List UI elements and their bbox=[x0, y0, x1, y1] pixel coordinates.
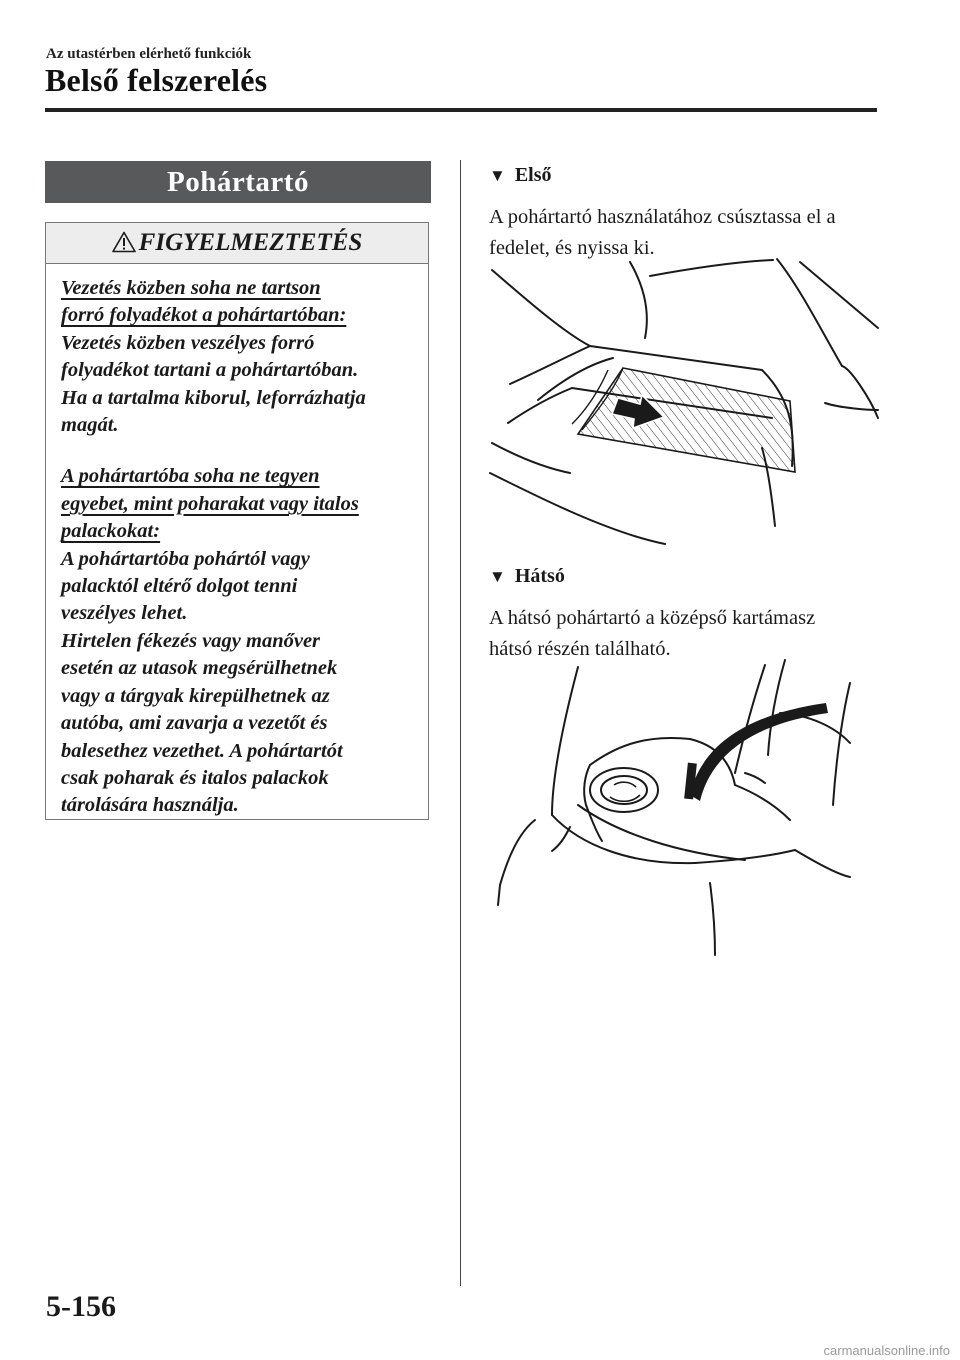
warning-p1-line: folyadékot tartani a pohártartóban. bbox=[61, 359, 359, 382]
front-text-line2: fedelet, és nyissa ki. bbox=[489, 237, 655, 259]
front-text bbox=[489, 202, 899, 264]
cupholder-banner: Pohártartó bbox=[45, 161, 431, 203]
rear-cupholder-illustration bbox=[490, 655, 880, 960]
rear-heading bbox=[489, 565, 565, 588]
warning-p2-line: vagy a tárgyak kirepülhetnek az bbox=[61, 684, 330, 707]
rear-text-line2: hátsó részén található. bbox=[489, 638, 671, 660]
page-title: Belső felszerelés bbox=[45, 62, 268, 98]
warning-p2-line: autóba, ami zavarja a vezetőt és bbox=[61, 712, 328, 735]
warning-p2-line: balesethez vezethet. A pohártartót bbox=[61, 739, 343, 762]
warning-p1-line: Ha a tartalma kiborul, leforrázhatja bbox=[61, 386, 366, 409]
triangle-marker-icon: ▼ bbox=[489, 567, 506, 586]
warning-p2-line: tárolására használja. bbox=[61, 794, 239, 817]
warning-heading-text: FIGYELMEZTETÉS bbox=[138, 229, 363, 256]
warning-p1-line: magát. bbox=[61, 414, 119, 437]
warning-body bbox=[61, 275, 419, 820]
warning-p1-line: Vezetés közben veszélyes forró bbox=[61, 331, 315, 354]
triangle-marker-icon: ▼ bbox=[489, 166, 506, 185]
warning-triangle-icon bbox=[112, 231, 136, 253]
page-number: 5-156 bbox=[46, 1290, 116, 1323]
column-divider bbox=[460, 160, 461, 1286]
warning-p2-title-line3: palackokat: bbox=[61, 520, 161, 543]
warning-p2-line: A pohártartóba pohártól vagy bbox=[61, 547, 310, 570]
warning-p2-line: veszélyes lehet. bbox=[61, 602, 188, 625]
warning-p2-line: Hirtelen fékezés vagy manőver bbox=[61, 629, 321, 652]
front-text-line1: A pohártartó használatához csúsztassa el a bbox=[489, 206, 836, 228]
warning-heading bbox=[46, 223, 428, 264]
warning-p1-title-line1: Vezetés közben soha ne tartson bbox=[61, 277, 321, 299]
rear-text-line1: A hátsó pohártartó a középső kartámasz bbox=[489, 607, 816, 629]
warning-p2-title-line2: egyebet, mint poharakat vagy italos bbox=[61, 492, 359, 515]
warning-box bbox=[45, 222, 429, 820]
warning-p2-line: esetén az utasok megsérülhetnek bbox=[61, 657, 338, 680]
warning-p1-title-line2: forró folyadékot a pohártartóban: bbox=[61, 304, 347, 327]
front-heading-text: Első bbox=[514, 164, 552, 186]
title-rule bbox=[45, 108, 877, 112]
warning-p2-title-line1: A pohártartóba soha ne tegyen bbox=[61, 465, 320, 488]
front-cupholder-illustration bbox=[490, 258, 880, 544]
rear-heading-text: Hátsó bbox=[514, 565, 565, 587]
front-heading bbox=[489, 164, 552, 187]
warning-p2-line: csak poharak és italos palackok bbox=[61, 766, 329, 789]
section-label: Az utastérben elérhető funkciók bbox=[46, 46, 252, 62]
watermark: carmanualsonline.info bbox=[823, 1343, 950, 1358]
warning-p2-line: palacktól eltérő dolgot tenni bbox=[61, 575, 298, 598]
